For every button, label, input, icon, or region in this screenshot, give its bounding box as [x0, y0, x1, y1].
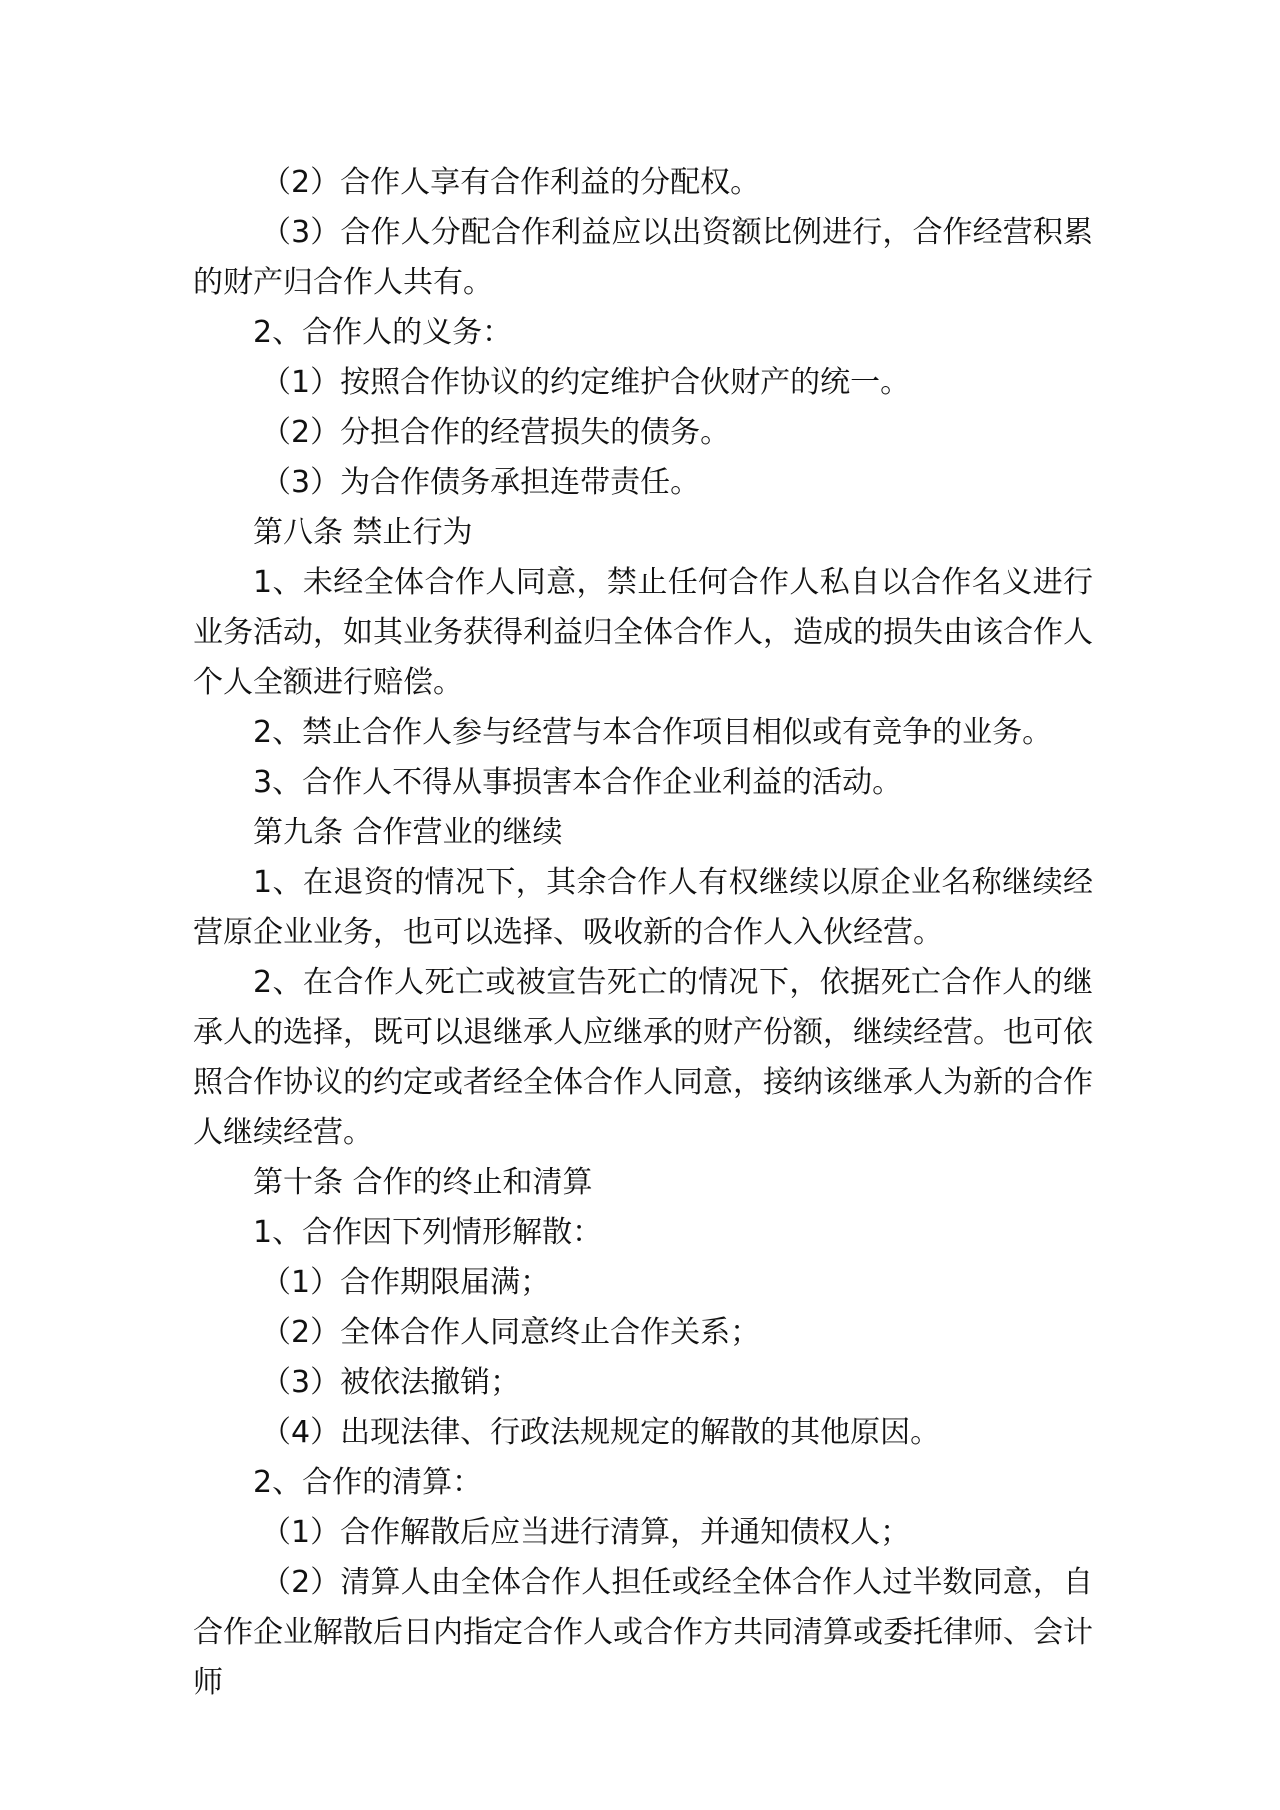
liquidation-item-2: （2）清算人由全体合作人担任或经全体合作人过半数同意，自合作企业解散后日内指定合作人或合作方共同清算或委托律师、会计师 — [193, 1565, 1093, 1700]
article-8-item-3: 3、合作人不得从事损害本合作企业利益的活动。 — [253, 765, 903, 800]
article-9-item-1: 1、在退资的情况下，其余合作人有权继续以原企业名称继续经营原企业业务，也可以选择、吸收新的合作人入伙经营。 — [193, 865, 1093, 950]
article-9-item-2: 2、在合作人死亡或被宣告死亡的情况下，依据死亡合作人的继承人的选择，既可以退继承人应继承的财产份额，继续经营。也可依照合作协议的约定或者经全体合作人同意，接纳该继承人为新的合作人继续经营。 — [193, 965, 1093, 1150]
article-9-heading: 第九条 合作营业的继续 — [253, 815, 563, 850]
liquidation-heading: 2、合作的清算： — [253, 1465, 483, 1500]
article-10-dissolution-heading: 1、合作因下列情形解散： — [253, 1215, 603, 1250]
dissolution-item-4: （4）出现法律、行政法规规定的解散的其他原因。 — [261, 1415, 941, 1450]
paragraph-obligation-1: （1）按照合作协议的约定维护合伙财产的统一。 — [261, 365, 911, 400]
paragraph-obligation-2: （2）分担合作的经营损失的债务。 — [261, 415, 731, 450]
paragraph-obligation-3: （3）为合作债务承担连带责任。 — [261, 465, 701, 500]
dissolution-item-1: （1）合作期限届满； — [261, 1265, 551, 1300]
paragraph-obligations-heading: 2、合作人的义务： — [253, 315, 513, 350]
article-8-item-1: 1、未经全体合作人同意，禁止任何合作人私自以合作名义进行业务活动，如其业务获得利益归全体合作人，造成的损失由该合作人个人全额进行赔偿。 — [193, 565, 1093, 700]
paragraph-distribution-right: （2）合作人享有合作利益的分配权。 — [261, 165, 761, 200]
article-8-heading: 第八条 禁止行为 — [253, 515, 473, 550]
article-8-item-2: 2、禁止合作人参与经营与本合作项目相似或有竞争的业务。 — [253, 715, 1053, 750]
article-10-heading: 第十条 合作的终止和清算 — [253, 1165, 593, 1200]
dissolution-item-3: （3）被依法撤销； — [261, 1365, 521, 1400]
liquidation-item-1: （1）合作解散后应当进行清算，并通知债权人； — [261, 1515, 911, 1550]
dissolution-item-2: （2）全体合作人同意终止合作关系； — [261, 1315, 761, 1350]
paragraph-profit-allocation: （3）合作人分配合作利益应以出资额比例进行，合作经营积累的财产归合作人共有。 — [193, 215, 1093, 300]
document-body — [193, 158, 1093, 1708]
